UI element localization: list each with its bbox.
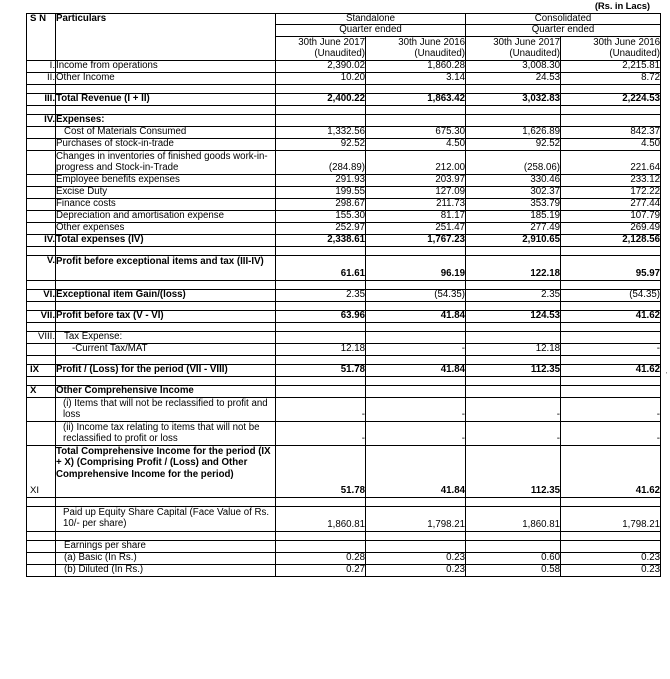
- header-col-4-audit: (Unaudited): [609, 48, 660, 60]
- row-value-4: 41.62: [561, 365, 661, 377]
- table-row: [27, 256, 661, 281]
- row-value-4: 277.44: [561, 199, 661, 211]
- row-value-3: [466, 377, 561, 386]
- row-value-4: 2,215.81: [561, 61, 661, 73]
- row-value-3: 277.49: [466, 223, 561, 235]
- row-value-3: 92.52: [466, 139, 561, 151]
- row-value-3: 122.18: [466, 256, 561, 281]
- row-value-4: [561, 498, 661, 507]
- row-particulars: [56, 247, 276, 256]
- table-spacer-row: [27, 247, 661, 256]
- row-value-2: (54.35): [366, 290, 466, 302]
- header-particulars: Particulars: [56, 14, 276, 61]
- row-value-2: 1,863.42: [366, 94, 466, 106]
- row-value-2: 0.23: [366, 553, 466, 565]
- table-row: [27, 223, 661, 235]
- units-note: (Rs. in Lacs): [594, 1, 650, 12]
- row-value-4: [561, 332, 661, 344]
- row-value-2: 81.17: [366, 211, 466, 223]
- row-particulars: (a) Basic (In Rs.): [56, 553, 276, 565]
- row-value-2: [366, 247, 466, 256]
- header-col-1: [276, 36, 366, 61]
- scan-artifact-mark: ': [665, 372, 667, 379]
- row-value-2: 41.84: [366, 311, 466, 323]
- row-particulars: (i) Items that will not be reclassified to profit and loss: [56, 398, 276, 422]
- row-value-2: 675.30: [366, 127, 466, 139]
- row-sn: [27, 532, 56, 541]
- row-sn: [27, 422, 56, 446]
- row-value-4: [561, 115, 661, 127]
- row-value-2: 1,767.23: [366, 235, 466, 247]
- row-particulars: Finance costs: [56, 199, 276, 211]
- row-value-1: 155.30: [276, 211, 366, 223]
- row-value-2: 96.19: [366, 256, 466, 281]
- row-value-3: 302.37: [466, 187, 561, 199]
- row-value-2: [366, 115, 466, 127]
- row-value-2: [366, 332, 466, 344]
- row-value-4: 107.79: [561, 211, 661, 223]
- row-particulars: Paid up Equity Share Capital (Face Value of Rs. 10/- per share): [56, 507, 276, 532]
- row-value-3: [466, 498, 561, 507]
- row-value-3: [466, 332, 561, 344]
- row-value-4: 269.49: [561, 223, 661, 235]
- table-row: [27, 422, 661, 446]
- row-value-1: 1,332.56: [276, 127, 366, 139]
- row-value-2: 1,798.21: [366, 507, 466, 532]
- row-value-2: [366, 498, 466, 507]
- row-sn: [27, 553, 56, 565]
- row-particulars: -Current Tax/MAT: [56, 344, 276, 356]
- row-value-1: -: [276, 398, 366, 422]
- row-particulars: Income from operations: [56, 61, 276, 73]
- row-value-4: [561, 377, 661, 386]
- table-row: [27, 127, 661, 139]
- row-sn: [27, 398, 56, 422]
- row-value-4: [561, 532, 661, 541]
- header-col-4: [561, 36, 661, 61]
- row-value-4: 233.12: [561, 175, 661, 187]
- row-value-1: 2.35: [276, 290, 366, 302]
- row-sn: IV.: [27, 115, 56, 127]
- row-value-4: [561, 323, 661, 332]
- row-particulars: Profit before exceptional items and tax (III-IV): [56, 256, 276, 281]
- row-particulars: Depreciation and amortisation expense: [56, 211, 276, 223]
- row-particulars: Profit before tax (V - VI): [56, 311, 276, 323]
- row-sn: [27, 565, 56, 577]
- header-period-consolidated: Quarter ended: [466, 25, 661, 36]
- row-value-1: -: [276, 422, 366, 446]
- header-col-3-audit: (Unaudited): [509, 48, 560, 60]
- row-value-3: 3,008.30: [466, 61, 561, 73]
- row-value-1: [276, 106, 366, 115]
- row-value-3: 0.60: [466, 553, 561, 565]
- table-header-row-1: [27, 14, 661, 25]
- table-row: [27, 139, 661, 151]
- row-sn: IV.: [27, 235, 56, 247]
- row-value-1: 2,390.02: [276, 61, 366, 73]
- row-value-3: 12.18: [466, 344, 561, 356]
- row-value-2: 4.50: [366, 139, 466, 151]
- row-particulars: Total Revenue (I + II): [56, 94, 276, 106]
- row-value-1: 2,400.22: [276, 94, 366, 106]
- table-spacer-row: [27, 498, 661, 507]
- row-particulars: Purchases of stock-in-trade: [56, 139, 276, 151]
- row-value-4: [561, 106, 661, 115]
- row-value-2: 41.84: [366, 365, 466, 377]
- row-value-1: 61.61: [276, 256, 366, 281]
- row-value-3: [466, 115, 561, 127]
- row-value-1: 2,338.61: [276, 235, 366, 247]
- row-value-2: [366, 541, 466, 553]
- row-particulars: Total expenses (IV): [56, 235, 276, 247]
- header-sn: S N: [27, 14, 56, 61]
- row-particulars: Exceptional item Gain/(loss): [56, 290, 276, 302]
- header-col-4-date: 30th June 2016: [593, 36, 660, 48]
- header-period-standalone: Quarter ended: [276, 25, 466, 36]
- table-row: [27, 344, 661, 356]
- row-value-2: [366, 386, 466, 398]
- row-value-2: 41.84: [366, 446, 466, 498]
- table-row: [27, 235, 661, 247]
- row-value-4: 4.50: [561, 139, 661, 151]
- table-row: [27, 115, 661, 127]
- row-sn: [27, 498, 56, 507]
- row-sn: [27, 541, 56, 553]
- row-value-2: 0.23: [366, 565, 466, 577]
- row-particulars: Total Comprehensive Income for the period (IX + X) (Comprising Profit / (Loss) and Other Comprehensive Income for the period): [56, 446, 276, 498]
- row-sn: [27, 139, 56, 151]
- row-value-1: 12.18: [276, 344, 366, 356]
- row-value-3: [466, 323, 561, 332]
- row-value-2: [366, 323, 466, 332]
- row-value-2: 203.97: [366, 175, 466, 187]
- row-sn: [27, 199, 56, 211]
- table-row: [27, 398, 661, 422]
- row-sn: VI.: [27, 290, 56, 302]
- row-particulars: Other Comprehensive Income: [56, 386, 276, 398]
- row-value-4: 172.22: [561, 187, 661, 199]
- row-value-2: [366, 532, 466, 541]
- table-spacer-row: [27, 106, 661, 115]
- row-sn: [27, 223, 56, 235]
- row-value-1: 92.52: [276, 139, 366, 151]
- row-value-1: [276, 332, 366, 344]
- row-value-2: -: [366, 422, 466, 446]
- row-value-2: [366, 106, 466, 115]
- row-value-4: [561, 386, 661, 398]
- row-value-1: [276, 247, 366, 256]
- table-row: [27, 541, 661, 553]
- row-sn: [27, 211, 56, 223]
- row-particulars: (ii) Income tax relating to items that will not be reclassified to profit or loss: [56, 422, 276, 446]
- table-row: [27, 553, 661, 565]
- row-value-1: 1,860.81: [276, 507, 366, 532]
- row-value-2: 251.47: [366, 223, 466, 235]
- table-row: [27, 446, 661, 498]
- row-value-3: -: [466, 422, 561, 446]
- row-value-3: 2.35: [466, 290, 561, 302]
- row-value-1: [276, 498, 366, 507]
- table-row: [27, 365, 661, 377]
- row-value-4: (54.35): [561, 290, 661, 302]
- row-sn: [27, 151, 56, 175]
- row-value-1: [276, 115, 366, 127]
- row-value-3: [466, 386, 561, 398]
- table-row: [27, 565, 661, 577]
- table-row: [27, 332, 661, 344]
- row-value-3: 24.53: [466, 73, 561, 85]
- row-value-1: 63.96: [276, 311, 366, 323]
- row-particulars: Excise Duty: [56, 187, 276, 199]
- row-value-1: 51.78: [276, 446, 366, 498]
- row-value-4: 95.97: [561, 256, 661, 281]
- row-value-2: -: [366, 344, 466, 356]
- row-value-2: -: [366, 398, 466, 422]
- row-value-4: 41.62: [561, 446, 661, 498]
- row-value-1: [276, 532, 366, 541]
- row-value-4: -: [561, 422, 661, 446]
- row-particulars: Other expenses: [56, 223, 276, 235]
- row-value-3: [466, 532, 561, 541]
- row-value-1: [276, 541, 366, 553]
- table-row: [27, 507, 661, 532]
- row-value-1: 199.55: [276, 187, 366, 199]
- header-group-consolidated: Consolidated: [466, 14, 661, 25]
- row-value-4: 8.72: [561, 73, 661, 85]
- row-value-3: 353.79: [466, 199, 561, 211]
- row-value-2: 212.00: [366, 151, 466, 175]
- row-value-2: [366, 377, 466, 386]
- row-value-3: -: [466, 398, 561, 422]
- row-value-3: 124.53: [466, 311, 561, 323]
- row-value-4: [561, 247, 661, 256]
- row-particulars: Cost of Materials Consumed: [56, 127, 276, 139]
- row-value-1: 51.78: [276, 365, 366, 377]
- header-col-2-audit: (Unaudited): [414, 48, 465, 60]
- table-row: [27, 175, 661, 187]
- row-value-1: 10.20: [276, 73, 366, 85]
- row-value-3: 112.35: [466, 446, 561, 498]
- row-value-4: [561, 541, 661, 553]
- row-value-3: 1,626.89: [466, 127, 561, 139]
- row-value-3: (258.06): [466, 151, 561, 175]
- header-col-1-audit: (Unaudited): [314, 48, 365, 60]
- row-sn: [27, 344, 56, 356]
- row-value-1: 252.97: [276, 223, 366, 235]
- row-sn: IX: [27, 365, 56, 377]
- row-sn: I.: [27, 61, 56, 73]
- row-value-4: 1,798.21: [561, 507, 661, 532]
- row-sn: V.: [27, 256, 56, 281]
- table-row: [27, 151, 661, 175]
- row-value-1: 291.93: [276, 175, 366, 187]
- row-sn: VIII.: [27, 332, 56, 344]
- row-value-3: 185.19: [466, 211, 561, 223]
- row-value-1: 0.28: [276, 553, 366, 565]
- row-value-3: 330.46: [466, 175, 561, 187]
- row-value-1: (284.89): [276, 151, 366, 175]
- table-row: [27, 73, 661, 85]
- row-value-3: [466, 247, 561, 256]
- table-row: [27, 311, 661, 323]
- row-particulars: Tax Expense:: [56, 332, 276, 344]
- row-value-4: 842.37: [561, 127, 661, 139]
- row-value-4: 221.64: [561, 151, 661, 175]
- row-value-4: 0.23: [561, 565, 661, 577]
- row-value-3: 3,032.83: [466, 94, 561, 106]
- table-row: [27, 211, 661, 223]
- table-row: [27, 290, 661, 302]
- row-particulars: Profit / (Loss) for the period (VII - VIII): [56, 365, 276, 377]
- row-value-3: [466, 106, 561, 115]
- row-sn: [27, 507, 56, 532]
- table-row: [27, 61, 661, 73]
- row-value-4: -: [561, 344, 661, 356]
- table-row: [27, 187, 661, 199]
- row-value-3: 1,860.81: [466, 507, 561, 532]
- row-value-3: 0.58: [466, 565, 561, 577]
- row-value-1: [276, 323, 366, 332]
- row-value-4: 0.23: [561, 553, 661, 565]
- row-sn: [27, 187, 56, 199]
- header-col-2: [366, 36, 466, 61]
- table-row: [27, 94, 661, 106]
- row-particulars: Employee benefits expenses: [56, 175, 276, 187]
- header-group-standalone: Standalone: [276, 14, 466, 25]
- row-sn: X: [27, 386, 56, 398]
- row-value-2: 3.14: [366, 73, 466, 85]
- row-value-2: 127.09: [366, 187, 466, 199]
- row-value-3: 112.35: [466, 365, 561, 377]
- row-value-1: [276, 377, 366, 386]
- header-col-1-date: 30th June 2017: [298, 36, 365, 48]
- header-col-2-date: 30th June 2016: [398, 36, 465, 48]
- row-value-4: -: [561, 398, 661, 422]
- row-particulars: (b) Diluted (In Rs.): [56, 565, 276, 577]
- table-row: [27, 199, 661, 211]
- row-value-4: 41.62: [561, 311, 661, 323]
- row-value-1: 0.27: [276, 565, 366, 577]
- table-row: [27, 386, 661, 398]
- row-sn: II.: [27, 73, 56, 85]
- row-particulars: Earnings per share: [56, 541, 276, 553]
- row-particulars: Changes in inventories of finished goods work-in-progress and Stock-in-Trade: [56, 151, 276, 175]
- financial-results-table: [26, 13, 661, 577]
- row-particulars: [56, 498, 276, 507]
- row-value-1: [276, 386, 366, 398]
- row-value-4: 2,128.56: [561, 235, 661, 247]
- row-sn: III.: [27, 94, 56, 106]
- row-sn: [27, 127, 56, 139]
- row-particulars: Other Income: [56, 73, 276, 85]
- row-value-4: 2,224.53: [561, 94, 661, 106]
- row-value-1: 298.67: [276, 199, 366, 211]
- row-sn: XI: [27, 446, 56, 498]
- row-sn: [27, 175, 56, 187]
- row-value-3: [466, 541, 561, 553]
- row-sn: VII.: [27, 311, 56, 323]
- row-value-3: 2,910.65: [466, 235, 561, 247]
- row-value-2: 211.73: [366, 199, 466, 211]
- header-col-3-date: 30th June 2017: [493, 36, 560, 48]
- header-col-3: [466, 36, 561, 61]
- row-value-2: 1,860.28: [366, 61, 466, 73]
- row-particulars: Expenses:: [56, 115, 276, 127]
